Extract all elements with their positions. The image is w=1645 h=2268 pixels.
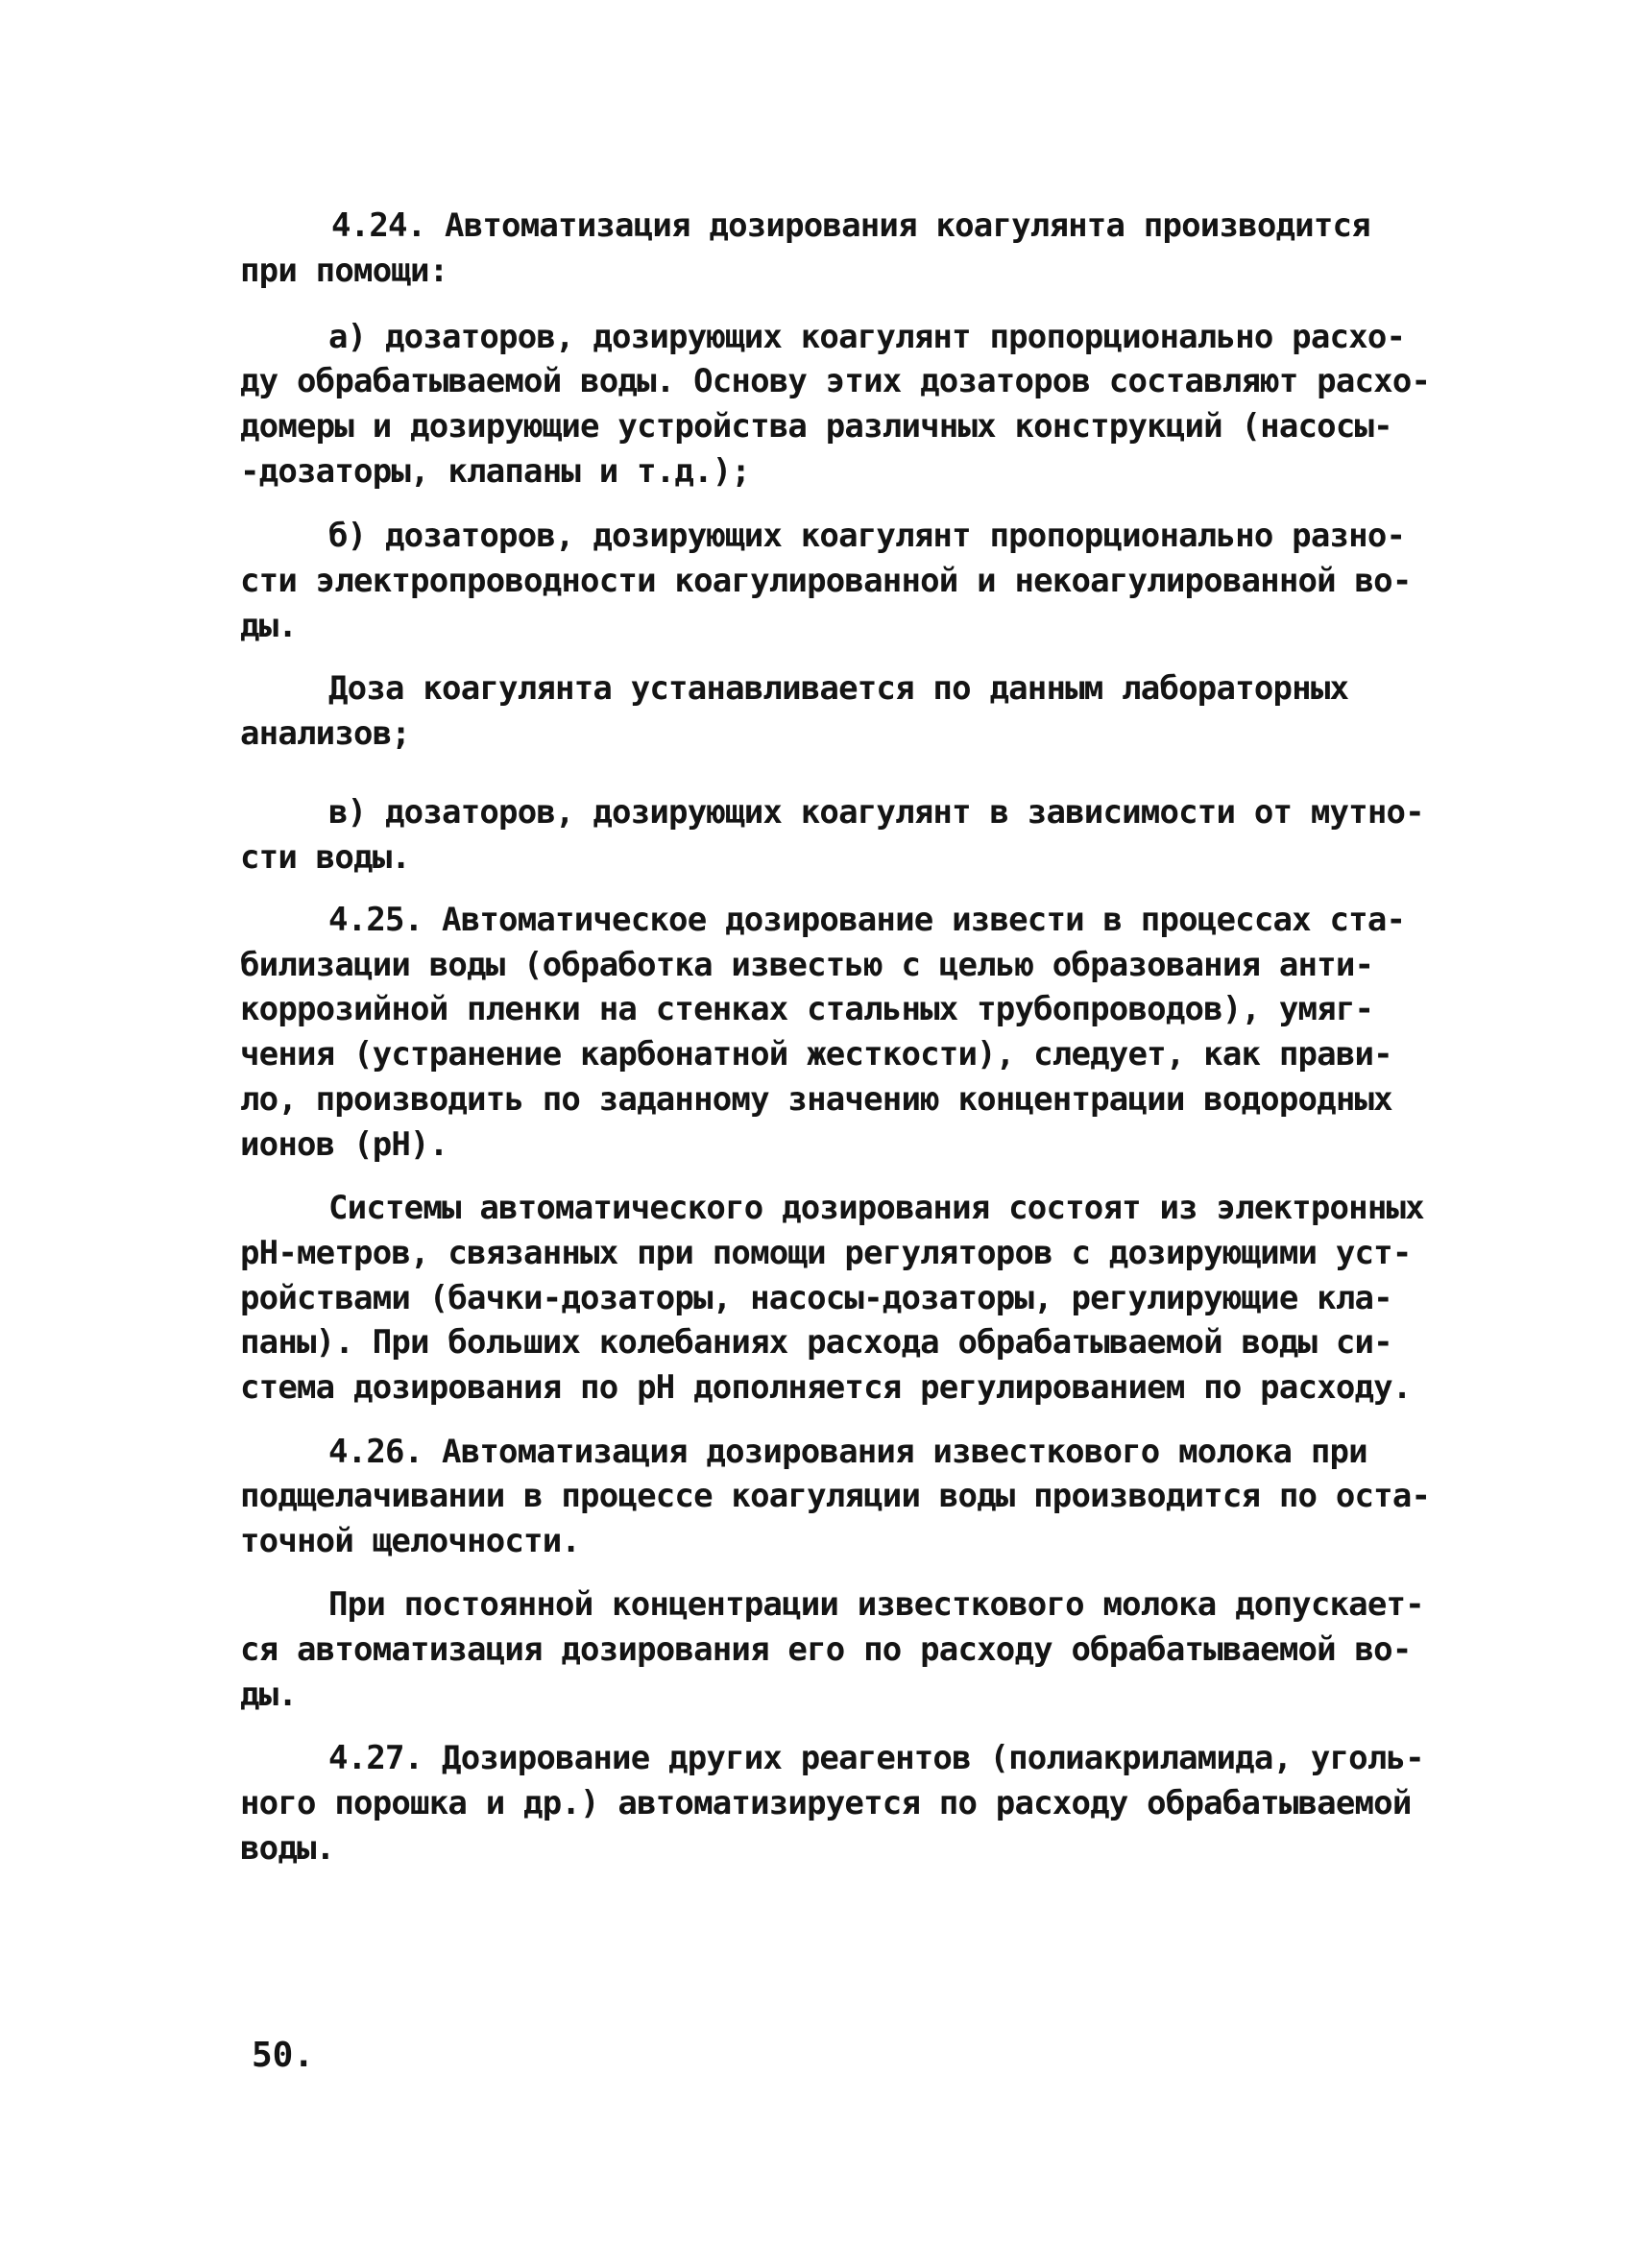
text-line: 4.24. Автоматизация дозирования коагулянта производится xyxy=(331,206,1370,245)
text-line: 4.26. Автоматизация дозирования известкового молока при xyxy=(328,1433,1367,1471)
text-line: Доза коагулянта устанавливается по данным лабораторных xyxy=(328,669,1349,708)
text-line: ды. xyxy=(240,607,298,645)
text-line: в) дозаторов, дозирующих коагулянт в зависимости от мутно- xyxy=(328,793,1424,832)
text-line: анализов; xyxy=(240,714,411,753)
text-line: ионов (pH). xyxy=(240,1125,448,1164)
text-line: а) дозаторов, дозирующих коагулянт пропорционально расхо- xyxy=(328,318,1406,356)
text-line: сти электропроводности коагулированной и некоагулированной во- xyxy=(240,562,1412,600)
text-line: билизации воды (обработка известью с целью образования анти- xyxy=(240,946,1374,984)
text-line: При постоянной концентрации известкового молока допускает- xyxy=(328,1585,1424,1624)
text-line: домеры и дозирующие устройства различных конструкций (насосы- xyxy=(240,407,1392,446)
text-line: точной щелочности. xyxy=(240,1522,581,1560)
text-line: паны). При больших колебаниях расхода обрабатываемой воды си- xyxy=(240,1323,1392,1362)
text-line: -дозаторы, клапаны и т.д.); xyxy=(240,452,751,491)
text-line: 4.27. Дозирование других реагентов (полиакриламида, уголь- xyxy=(328,1739,1424,1777)
page-number: 50. xyxy=(252,2036,315,2075)
text-line: стема дозирования по pH дополняется регулированием по расходу. xyxy=(240,1368,1412,1407)
text-line: воды. xyxy=(240,1829,335,1868)
text-line: ного порошка и др.) автоматизируется по расходу обрабатываемой xyxy=(240,1784,1412,1822)
text-line: pH-метров, связанных при помощи регуляторов с дозирующими уст- xyxy=(240,1234,1412,1272)
text-line: 4.25. Автоматическое дозирование извести в процессах ста- xyxy=(328,901,1406,939)
text-line: ды. xyxy=(240,1676,298,1714)
text-line: б) дозаторов, дозирующих коагулянт пропорционально разно- xyxy=(328,517,1406,555)
text-line: ду обрабатываемой воды. Основу этих дозаторов составляют расхо- xyxy=(240,362,1431,400)
text-line: коррозийной пленки на стенках стальных трубопроводов), умяг- xyxy=(240,990,1374,1028)
text-line: ло, производить по заданному значению концентрации водородных xyxy=(240,1080,1392,1119)
text-line: сти воды. xyxy=(240,838,411,877)
text-line: чения (устранение карбонатной жесткости), следует, как прави- xyxy=(240,1035,1392,1074)
text-line: ся автоматизация дозирования его по расходу обрабатываемой во- xyxy=(240,1630,1412,1669)
text-line: подщелачивании в процессе коагуляции воды производится по оста- xyxy=(240,1477,1431,1515)
text-line: ройствами (бачки-дозаторы, насосы-дозаторы, регулирующие кла- xyxy=(240,1279,1392,1317)
text-line: Системы автоматического дозирования состоят из электронных xyxy=(328,1189,1424,1227)
text-line: при помощи: xyxy=(240,252,448,290)
